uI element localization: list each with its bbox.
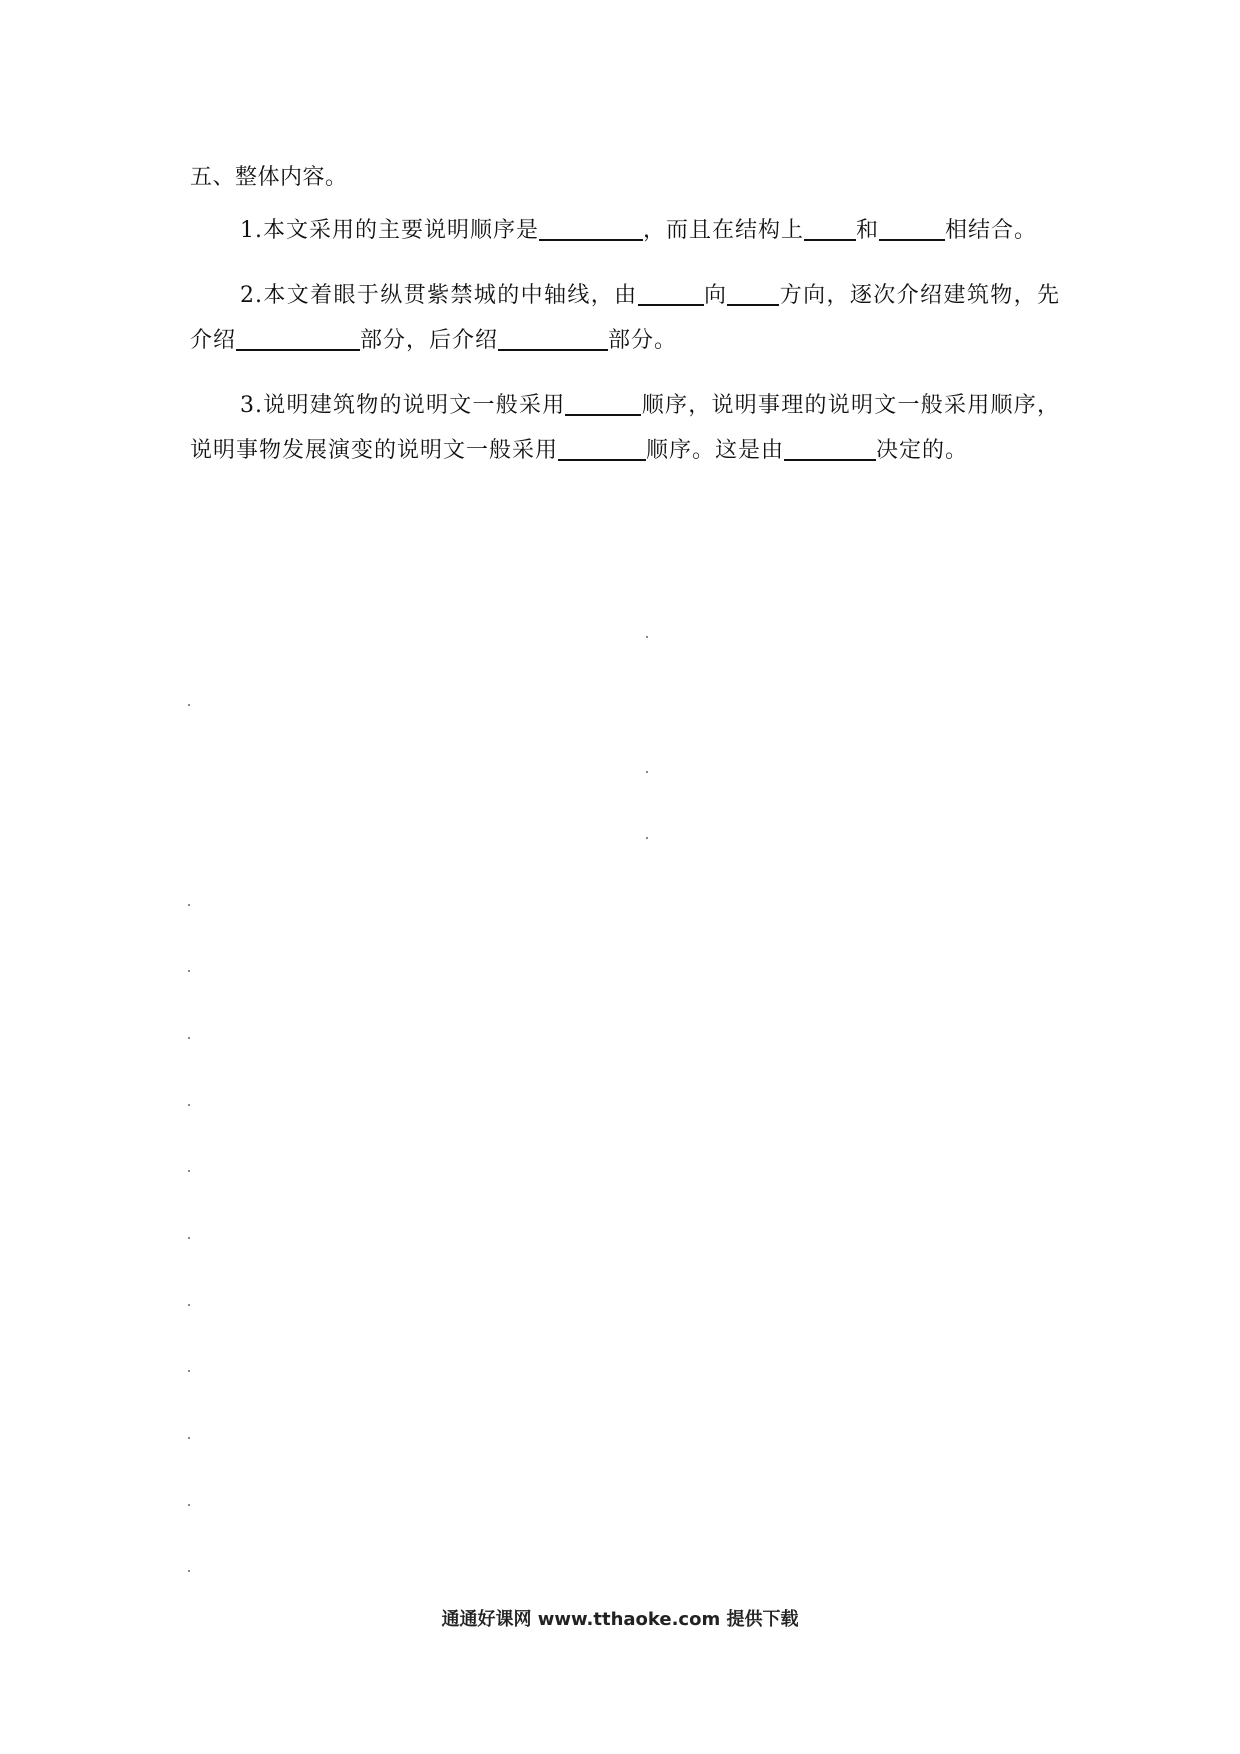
scan-artifact-dot: [188, 1104, 190, 1106]
question-text: 顺序。这是由: [646, 438, 785, 463]
question-text: 部分。: [608, 328, 678, 353]
download-footer: 通通好课网 www.tthaoke.com 提供下载: [441, 1609, 799, 1630]
scan-artifact-dot: [646, 837, 648, 839]
question-text: 决定的。: [876, 438, 969, 463]
question-text: ，而且在结构上: [643, 218, 805, 243]
question-text: 向: [703, 283, 728, 308]
answer-blank[interactable]: [727, 278, 779, 306]
scan-artifact-dot: [188, 1037, 190, 1039]
question-number: 3.: [240, 393, 263, 418]
section-title: 五、整体内容。: [190, 165, 348, 190]
question-1: [190, 208, 1060, 253]
answer-blank[interactable]: [236, 323, 360, 351]
question-text: 本文着眼于纵贯紫禁城的中轴线，由: [263, 283, 638, 308]
scan-artifact-dot: [646, 636, 648, 638]
question-number: 2.: [240, 283, 263, 308]
scan-artifact-dot: [188, 1170, 190, 1172]
exercise-content: [190, 158, 1060, 493]
scan-artifact-dot: [188, 704, 190, 706]
scan-artifact-dot: [188, 904, 190, 906]
question-3: [190, 383, 1060, 473]
scan-artifact-dot: [188, 1504, 190, 1506]
scan-artifact-dot: [646, 771, 648, 773]
answer-blank[interactable]: [539, 213, 643, 241]
scan-artifact-dot: [188, 1237, 190, 1239]
question-text: 说明建筑物的说明文一般采用: [263, 393, 566, 418]
question-text: 和: [856, 218, 880, 243]
question-text: 顺序，说明事物发展演变的说明文一般采用: [190, 393, 1060, 463]
scan-artifact-dot: [188, 970, 190, 972]
answer-blank[interactable]: [565, 388, 641, 416]
question-text: 本文采用的主要说明顺序是: [263, 218, 540, 243]
scan-artifact-dot: [188, 1437, 190, 1439]
question-number: 1.: [240, 218, 263, 243]
answer-blank[interactable]: [638, 278, 704, 306]
question-text: 顺序，说明事理的说明文一般采用: [641, 393, 991, 418]
answer-blank[interactable]: [804, 213, 856, 241]
scan-artifact-dot: [188, 1304, 190, 1306]
scan-artifact-dot: [188, 1370, 190, 1372]
answer-blank[interactable]: [784, 433, 876, 461]
question-2: [190, 273, 1060, 363]
question-text: 部分，后介绍: [360, 328, 499, 353]
question-text: 相结合。: [945, 218, 1038, 243]
answer-blank[interactable]: [879, 213, 945, 241]
scan-artifact-dot: [188, 1570, 190, 1572]
question-text: 方向，逐次介绍建筑物，先介绍: [190, 283, 1060, 353]
answer-blank[interactable]: [558, 433, 646, 461]
answer-blank[interactable]: [498, 323, 608, 351]
